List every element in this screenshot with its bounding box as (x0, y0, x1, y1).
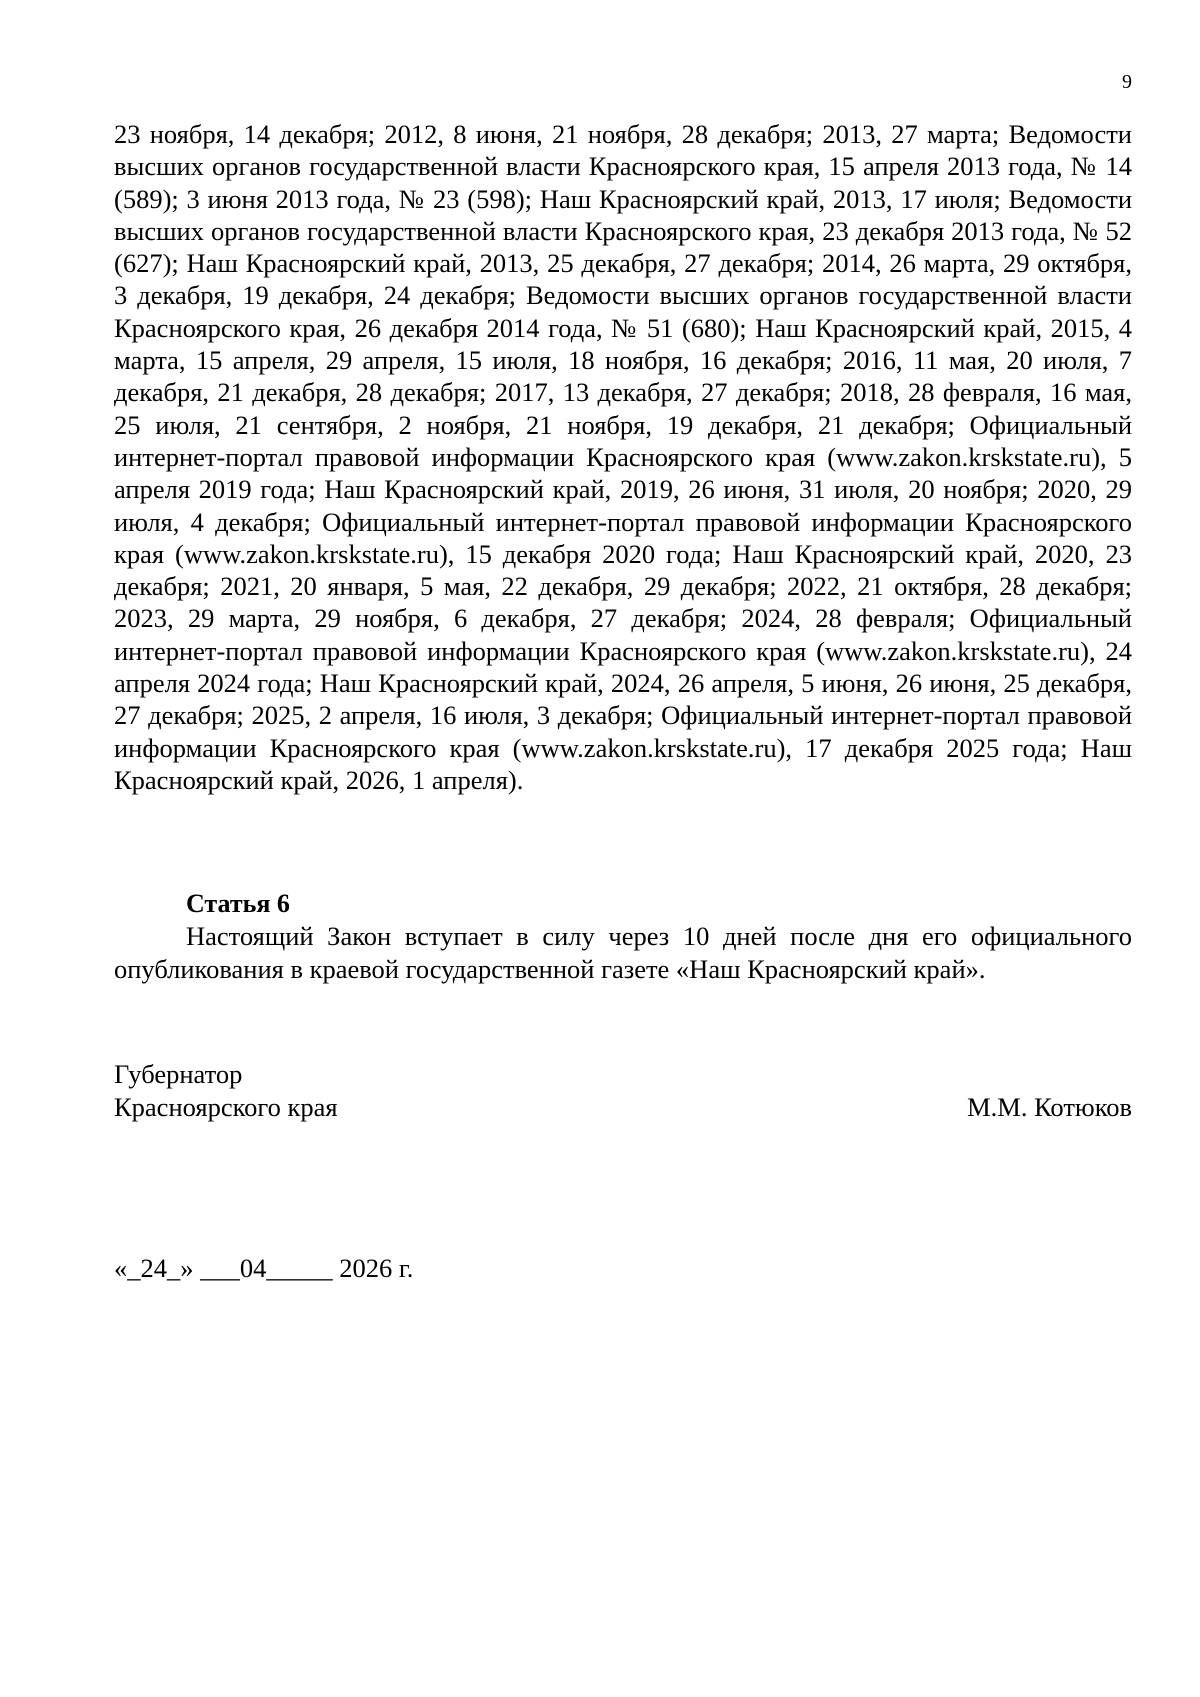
date-line: «_24_» ___04_____ 2026 г. (114, 1253, 414, 1283)
signature-title-line2: Красноярского края (114, 1091, 338, 1122)
signature-block (114, 1058, 1132, 1123)
signature-title-line1: Губернатор (114, 1059, 243, 1089)
signature-row (114, 1091, 1132, 1124)
body-text: 23 ноября, 14 декабря; 2012, 8 июня, 21 ноября, 28 декабря; 2013, 27 марта; Ведомости высших органов государственной власти Красноярского края, 15 апреля 2013 года, № 14 (589); 3 июня 2013 года, № 23 (598); Наш Красноярский край, 2013, 17 июля; Ведомости высших органов государственной власти Красноярского края, 23 декабря 2013 года, № 52 (627); Наш Красноярский край, 2013, 25 декабря, 27 декабря; 2014, 26 марта, 29 октября, 3 декабря, 19 декабря, 24 декабря; Ведомости высших органов государственной власти Красноярского края, 26 декабря 2014 года, № 51 (680); Наш Красноярский край, 2015, 4 марта, 15 апреля, 29 апреля, 15 июля, 18 ноября, 16 декабря; 2016, 11 мая, 20 июля, 7 декабря, 21 декабря, 28 декабря; 2017, 13 декабря, 27 декабря; 2018, 28 февраля, 16 мая, 25 июля, 21 сентября, 2 ноября, 21 ноября, 19 декабря, 21 декабря; Официальный интернет-портал правовой информации Красноярского края (www.zakon.krskstate.ru), 5 апреля 2019 года; Наш Красноярский край, 2019, 26 июня, 31 июля, 20 ноября; 2020, 29 июля, 4 декабря; Официальный интернет-портал правовой информации Красноярского края (www.zakon.krskstate.ru), 15 декабря 2020 года; Наш Красноярский край, 2020, 23 декабря; 2021, 20 января, 5 мая, 22 декабря, 29 декабря; 2022, 21 октября, 28 декабря; 2023, 29 марта, 29 ноября, 6 декабря, 27 декабря; 2024, 28 февраля; Официальный интернет-портал правовой информации Красноярского края (www.zakon.krskstate.ru), 24 апреля 2024 года; Наш Красноярский край, 2024, 26 апреля, 5 июня, 26 июня, 25 декабря, 27 декабря; 2025, 2 апреля, 16 июля, 3 декабря; Официальный интернет-портал правовой информации Красноярского края (www.zakon.krskstate.ru), 17 декабря 2025 года; Наш Красноярский край, 2026, 1 апреля). (114, 119, 1132, 795)
signature-name: М.М. Котюков (967, 1091, 1132, 1122)
page-number: 9 (1122, 71, 1132, 93)
article-text: Настоящий Закон вступает в силу через 10 дней после дня его официального опубликования в краевой государственной газете «Наш Красноярский край». (114, 921, 1132, 984)
article-heading: Статья 6 (186, 889, 290, 918)
